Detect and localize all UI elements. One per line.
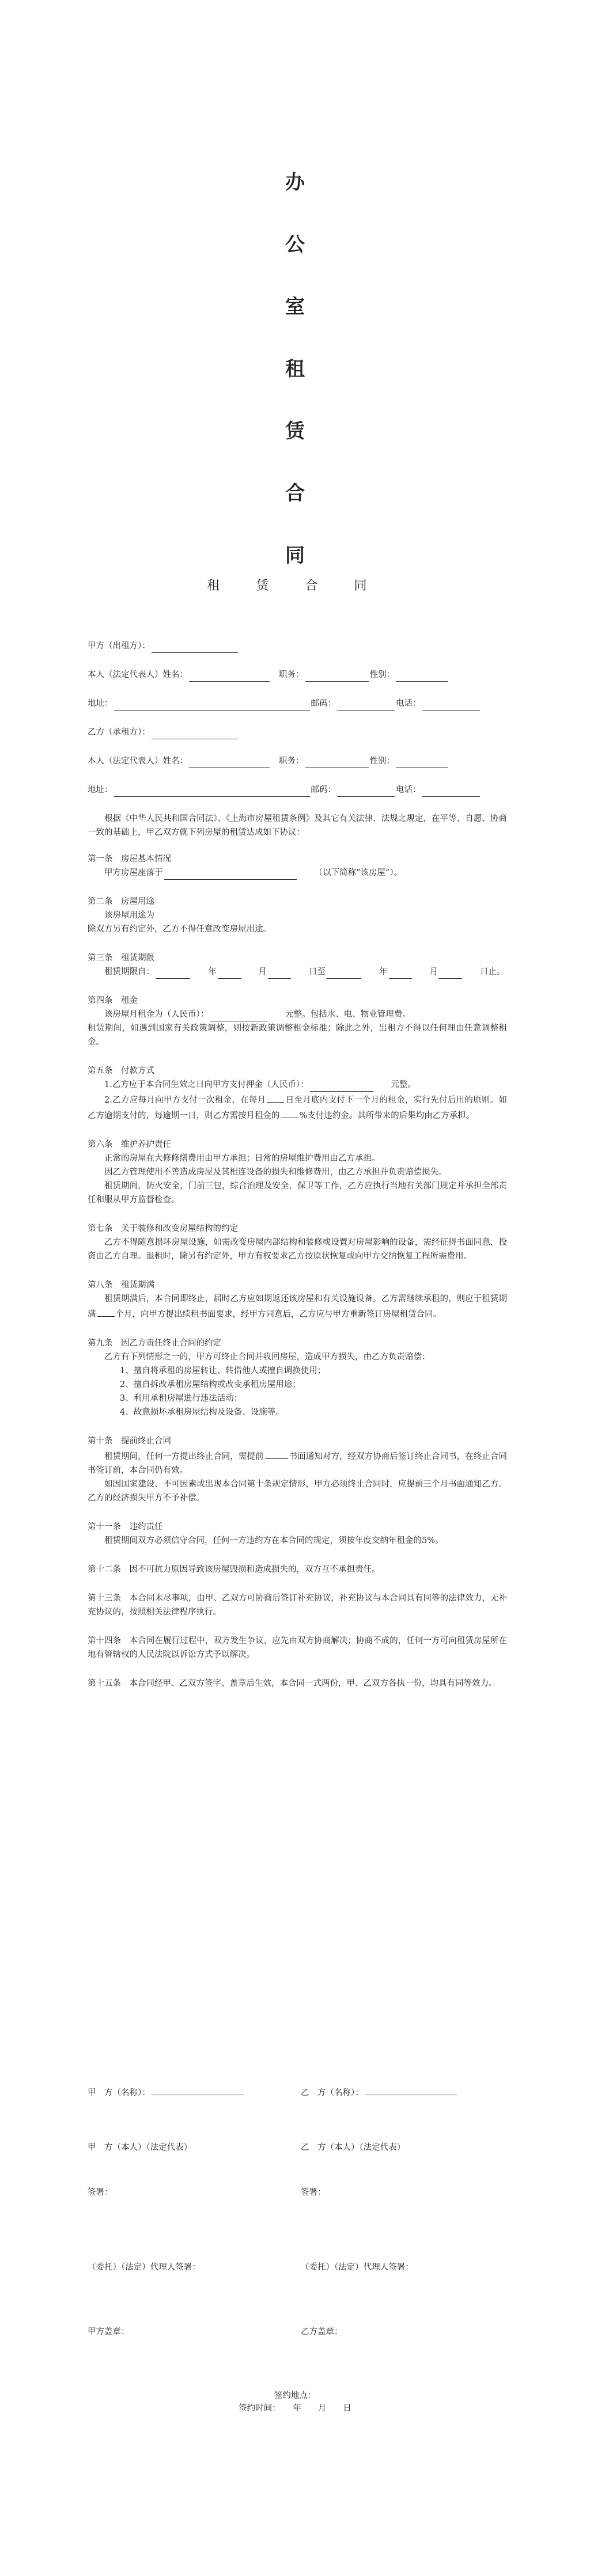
- lease-term-line: [88, 965, 507, 979]
- article-text: 该房屋月租金为（人民币）：: [104, 1010, 209, 1019]
- party-a-person-label: 甲 方（本人）（法定代表）: [88, 2143, 192, 2152]
- lessor-rep-line: [88, 668, 507, 682]
- address-blank: [114, 786, 310, 797]
- article-title: 第十一条 违约责任: [88, 1522, 163, 1532]
- article-text: 第十五条 本合同经甲、乙双方签字、盖章后生效，本合同一式两份，甲、乙双方各执一份，均具有同等效力。: [88, 1679, 497, 1688]
- party-b-agent-label: （委托）（法定）代理人签署：: [301, 2263, 414, 2272]
- article-text: 该房屋用途为: [104, 911, 154, 920]
- party-a-seal-label: 甲方盖章：: [88, 2327, 130, 2336]
- signing-place: 签约地点：: [274, 2391, 316, 2400]
- party-person-row: [88, 2141, 514, 2155]
- contract-body: [88, 639, 507, 1705]
- article-title: 第十条 提前终止合同: [88, 1437, 171, 1446]
- gender-label: 性别：: [369, 757, 395, 766]
- legal-rep-label: 本人（法定代表人）姓名：: [88, 670, 188, 679]
- address-label: 地址：: [88, 699, 113, 708]
- article-6: [88, 1138, 507, 1207]
- date-blank: [156, 968, 190, 979]
- title-blank: [305, 671, 369, 682]
- list-item: 3、利用承租房屋进行违法活动；: [120, 1394, 243, 1403]
- article-text: [88, 1292, 507, 1321]
- deposit-blank: [310, 1081, 373, 1092]
- location-blank: [164, 869, 297, 880]
- notice-blank: [265, 1448, 288, 1459]
- party-a-name-blank: [152, 2084, 244, 2095]
- party-b-sign-label: 签署：: [301, 2188, 326, 2197]
- agent-row: [88, 2260, 514, 2274]
- cover-title-char: 室: [285, 295, 305, 318]
- article-title: 第五条 付款方式: [88, 1066, 154, 1076]
- article-9: [88, 1336, 507, 1419]
- article-title: 第九条 因乙方责任终止合同的约定: [88, 1339, 221, 1348]
- address-label: 地址：: [88, 785, 113, 795]
- article-7: [88, 1222, 507, 1263]
- phone-blank: [422, 786, 480, 797]
- article-10: [88, 1434, 507, 1505]
- phone-label: 电话：: [396, 699, 421, 708]
- article-13: [88, 1591, 507, 1619]
- title-blank: [305, 757, 369, 768]
- postcode-label: 邮码：: [311, 785, 336, 795]
- article-title: 第四条 租金: [88, 996, 138, 1005]
- party-b-seal-label: 乙方盖章：: [301, 2327, 343, 2336]
- article-14: [88, 1634, 507, 1662]
- article-3: [88, 951, 507, 979]
- signing-info: [0, 2389, 590, 2415]
- party-b-person-label: 乙 方（本人）（法定代表）: [301, 2143, 406, 2152]
- article-text: 日至月底内支付下一个月的租金，实行先付后用的原则。如乙方逾期支付的，每逾期一日，则乙方需按月租金的: [88, 1096, 507, 1120]
- article-text: 月: [429, 967, 438, 977]
- article-5: [88, 1064, 507, 1123]
- article-text: 第十四条 本合同在履行过程中，双方发生争议，应先由双方协商解决；协商不成的，任何一方可向租赁房屋所在地有管辖权的人民法院以诉讼方式予以解决。: [88, 1636, 507, 1659]
- article-title: 第一条 房屋基本情况: [88, 854, 171, 864]
- article-title: 第八条 租赁期满: [88, 1281, 154, 1290]
- article-text: 1.乙方应于本合同生效之日向甲方支付押金（人民币）：: [104, 1080, 309, 1089]
- day-blank: [267, 1092, 284, 1103]
- article-text: 甲方房屋座落于: [104, 868, 163, 877]
- article-text: [88, 866, 507, 880]
- phone-blank: [422, 700, 480, 711]
- lessee-blank: [152, 728, 238, 739]
- article-text: 月: [258, 967, 267, 977]
- party-a-agent-label: （委托）（法定）代理人签署：: [88, 2263, 201, 2272]
- lessor-line: [88, 639, 507, 653]
- party-name-row: [88, 2084, 514, 2098]
- article-text: 乙方有下列情形之一的，甲方可终止合同并收回房屋，造成甲方损失，由乙方负责赔偿：: [104, 1352, 430, 1362]
- article-text: 元整。: [391, 1080, 417, 1089]
- cover-title-char: 合: [285, 482, 305, 505]
- lessor-blank: [152, 642, 238, 653]
- article-text: 租赁期间双方必须信守合同，任何一方违约方在本合同的规定，须按年度交纳年租金的5%。: [104, 1536, 444, 1545]
- article-text: 租赁期满后，本合同即终止，届时乙方应如期返还该房屋和有关设施设备。乙方需继续承租的，则应于租赁期满: [88, 1294, 507, 1319]
- address-blank: [114, 700, 310, 711]
- article-text: 如因国家建设、不可因素或出现本合同第十条规定情形，甲方必须终止合同时，应提前三个月书面通知乙方。乙方的经济损失甲方不予补偿。: [88, 1480, 507, 1503]
- article-text: 年: [379, 967, 388, 977]
- date-blank: [439, 968, 462, 979]
- signing-time: 签约时间： 年 月 日: [239, 2404, 351, 2413]
- article-text: 租赁期限自：: [104, 967, 154, 977]
- article-text: 除双方另有约定外，乙方不得任意改变房屋用途。: [88, 925, 271, 934]
- percent-blank: [281, 1107, 298, 1118]
- party-b-name-blank: [365, 2084, 457, 2095]
- cover-title-char: 赁: [285, 420, 305, 443]
- cover-title-char: 办: [285, 171, 305, 194]
- postcode-blank: [337, 786, 395, 797]
- lessee-address-line: [88, 783, 507, 797]
- lessee-rep-label: 本人（法定代表人）姓名：: [88, 757, 188, 766]
- lessor-label: 甲方（出租方）：: [88, 641, 150, 651]
- list-item: 4、故意损坏承租房屋结构及设备、设施等。: [120, 1408, 284, 1417]
- party-b-name-label: 乙 方（名称）：: [301, 2088, 364, 2098]
- preamble: 根据《中华人民共和国合同法》、《上海市房屋租赁条例》及其它有关法律、法规之规定，在平等、自愿、协商一致的基础上，甲乙双方就下列房屋的租赁达成如下协议：: [88, 814, 507, 837]
- date-blank: [218, 968, 241, 979]
- article-text: 元整。包括水、电、物业管理费。: [285, 1010, 411, 1019]
- lessee-label: 乙方（承租方）：: [88, 728, 150, 737]
- lessor-address-line: [88, 697, 507, 711]
- cover-title: [0, 173, 590, 608]
- gender-blank: [396, 757, 448, 768]
- date-blank: [268, 968, 291, 979]
- party-a-sign-label: 签署：: [88, 2188, 113, 2197]
- date-blank: [389, 968, 412, 979]
- cover-title-char: 公: [285, 233, 305, 256]
- deposit-line: [88, 1078, 507, 1092]
- lessee-rep-line: [88, 754, 507, 768]
- rent-blank: [210, 1010, 267, 1021]
- article-text: 租赁期间，任何一方提出终止合同，需提前: [104, 1452, 264, 1461]
- article-text: [88, 1448, 507, 1477]
- article-title: 第二条 房屋用途: [88, 897, 154, 906]
- article-12: [88, 1563, 507, 1576]
- phone-label: 电话：: [396, 785, 421, 795]
- article-text: 租赁期间，防火安全，门前三包，综合治理及安全，保卫等工作，乙方应执行当地有关部门规定并承担全部责任和服从甲方监督检查。: [88, 1181, 507, 1205]
- seal-row: [88, 2325, 514, 2339]
- month-blank: [97, 1306, 115, 1317]
- article-text: 第十二条 因不可抗力原因导致该房屋毁损和造成损失的，双方互不承担责任。: [88, 1565, 380, 1574]
- article-text: 日止。: [480, 967, 505, 977]
- article-text: 书面通知对方，经双方协商后签订终止合同书，在终止合同书签订前，本合同仍有效。: [88, 1452, 508, 1475]
- article-text: 第十三条 本合同未尽事项，由甲、乙双方可协商后签订补充协议，补充协议与本合同具有同等的法律效力，无补充协议的，按照相关法律程序执行。: [88, 1594, 507, 1617]
- article-text: 2.乙方应每月向甲方支付一次租金，在每月: [104, 1096, 266, 1105]
- title-label: 职务：: [279, 670, 304, 679]
- article-text: 正常的房屋在大修修缮费用由甲方承担；日常的房屋维护费用由乙方承担。: [104, 1154, 380, 1163]
- article-title: 第七条 关于装修和改变房屋结构的约定: [88, 1224, 238, 1233]
- article-2: [88, 895, 507, 936]
- article-text: 租赁期间，如遇到国家有关政策调整，则按新政策调整租金标准；除此之外，出租方不得以任何理由任意调整租金。: [88, 1024, 507, 1047]
- sign-row: [88, 2186, 514, 2199]
- date-blank: [327, 968, 361, 979]
- article-4: [88, 994, 507, 1049]
- article-text: （以下简称“该房屋”）。: [314, 868, 403, 877]
- article-title: 第三条 租赁期限: [88, 953, 154, 963]
- gender-blank: [396, 671, 448, 682]
- contract-title: 租 赁 合 同: [207, 579, 383, 593]
- party-a-name-label: 甲 方（名称）：: [88, 2088, 150, 2098]
- list-item: 1、擅自将承租的房屋转让、转借他人或擅自调换使用；: [120, 1366, 326, 1376]
- article-text: 个月，向甲方提出续租书面要求，经甲方同意后，乙方应与甲方重新签订房屋租赁合同。: [115, 1310, 441, 1319]
- article-11: [88, 1520, 507, 1548]
- name-blank: [189, 757, 270, 768]
- lessee-line: [88, 725, 507, 739]
- rent-line: [88, 1008, 507, 1021]
- article-text: 日至: [309, 967, 326, 977]
- cover-title-char: 同: [285, 544, 305, 567]
- postcode-label: 邮码：: [311, 699, 336, 708]
- article-text: [88, 1092, 507, 1123]
- article-text: %支付违约金。其所带来的后果均由乙方承担。: [299, 1111, 475, 1120]
- postcode-blank: [337, 700, 395, 711]
- title-label: 职务：: [279, 757, 304, 766]
- list-item: 2、擅自拆改承租房屋结构或改变承租房屋用途；: [120, 1380, 301, 1389]
- gender-label: 性别：: [369, 670, 395, 679]
- article-8: [88, 1278, 507, 1321]
- name-blank: [189, 671, 270, 682]
- cover-title-char: 租: [285, 358, 305, 381]
- article-text: 年: [208, 967, 217, 977]
- article-1: [88, 852, 507, 880]
- article-text: 乙方不得随意损坏房屋设施，如需改变房屋内部结构和装修或设置对房屋影响的设备，需经征得书面同意，投资由乙方自理。退租时，除另有约定外，甲方有权要求乙方按原状恢复或向甲方交纳恢复工程所需费用。: [88, 1238, 507, 1261]
- article-title: 第六条 维护养护责任: [88, 1140, 171, 1149]
- article-text: 因乙方管理使用不善造成房屋及其相连设备的损失和维修费用，由乙方承担并负责赔偿损失。: [104, 1168, 447, 1177]
- article-15: [88, 1677, 507, 1690]
